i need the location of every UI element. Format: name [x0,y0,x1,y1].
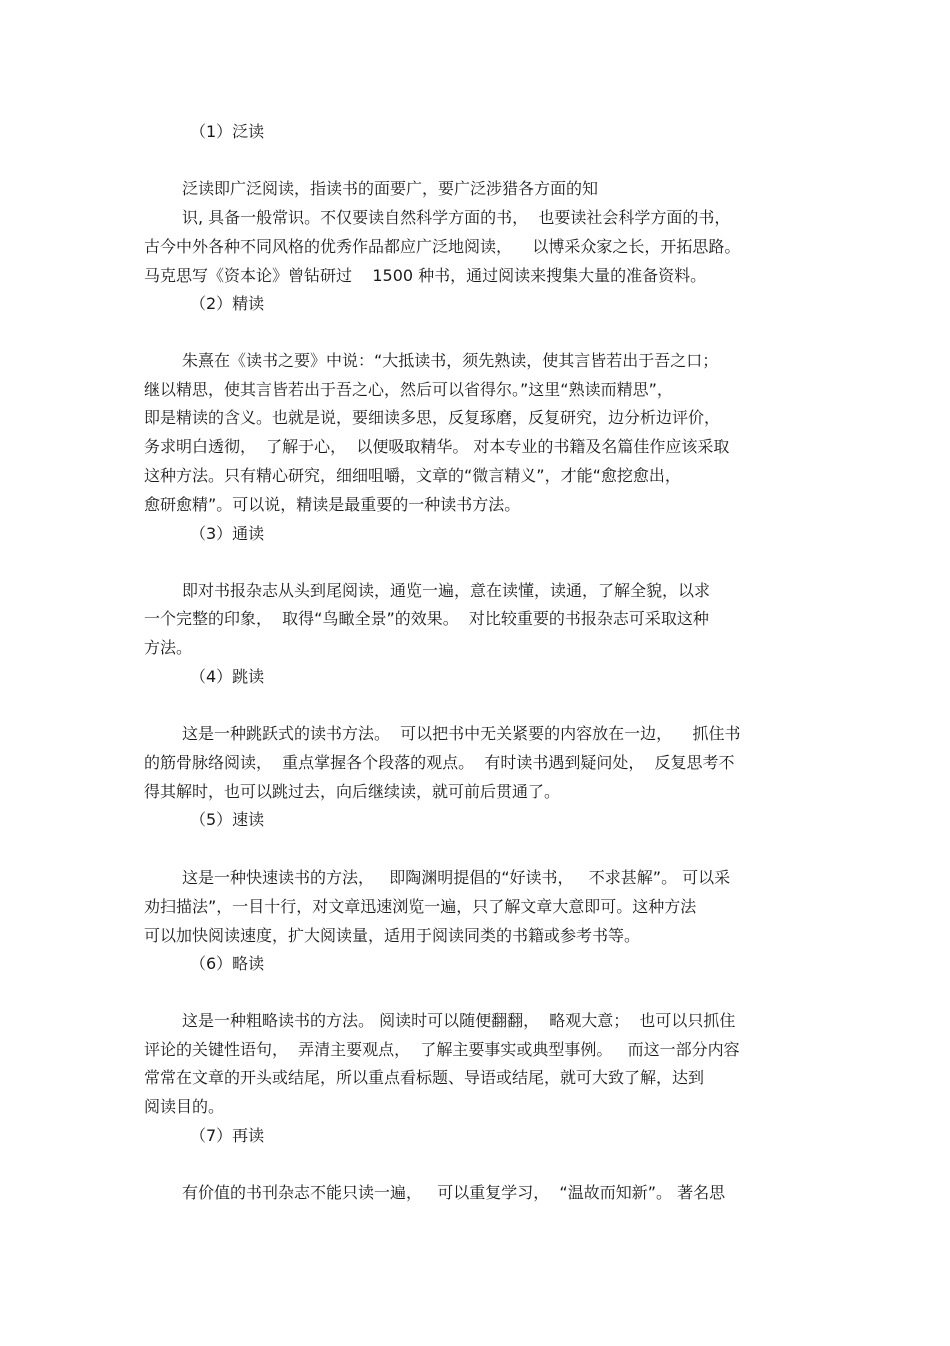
section-heading: （5）速读 [190,810,265,829]
paragraph-line: 劝扫描法”，一目十行，对文章迅速浏览一遍，只了解文章大意即可。这种方法 [144,897,697,916]
section-heading: （2）精读 [190,294,265,313]
paragraph-line: 朱熹在《读书之要》中说：“大抵读书，须先熟读，使其言皆若出于吾之口； [182,351,719,370]
paragraph-line: 阅读目的。 [144,1097,225,1116]
paragraph-line: 方法。 [144,638,193,657]
section-heading: （7）再读 [190,1126,265,1145]
section-heading: （6）略读 [190,954,265,973]
paragraph-line: 马克思写《资本论》曾钻研过 1500 种书，通过阅读来搜集大量的准备资料。 [144,266,707,285]
paragraph-line: 识, 具备一般常识。不仅要读自然科学方面的书， 也要读社会科学方面的书， [182,208,731,227]
paragraph-line: 可以加快阅读速度，扩大阅读量，适用于阅读同类的书籍或参考书等。 [144,926,641,945]
paragraph-line: 即是精读的含义。也就是说，要细读多思，反复琢磨，反复研究，边分析边评价， [144,408,721,427]
paragraph-line: 泛读即广泛阅读，指读书的面要广，要广泛涉猎各方面的知 [182,179,599,198]
paragraph-line: 愈研愈精”。可以说，精读是最重要的一种读书方法。 [144,495,521,514]
paragraph-line: 这种方法。只有精心研究，细细咀嚼，文章的“微言精义”，才能“愈挖愈出， [144,466,681,485]
paragraph-line: 古今中外各种不同风格的优秀作品都应广泛地阅读， 以博采众家之长，开拓思路。 [144,237,741,256]
paragraph-line: 一个完整的印象， 取得“鸟瞰全景”的效果。 对比较重要的书报杂志可采取这种 [144,609,709,628]
paragraph-line: 务求明白透彻， 了解于心， 以便吸取精华。 对本专业的书籍及名篇佳作应该采取 [144,437,730,456]
section-heading: （1）泛读 [190,122,265,141]
paragraph-line: 常常在文章的开头或结尾，所以重点看标题、导语或结尾，就可大致了解，达到 [144,1068,705,1087]
paragraph-line: 这是一种粗略读书的方法。 阅读时可以随便翻翻， 略观大意； 也可以只抓住 [182,1011,736,1030]
section-heading: （4）跳读 [190,667,265,686]
paragraph-line: 的筋骨脉络阅读， 重点掌握各个段落的观点。 有时读书遇到疑问处， 反复思考不 [144,753,735,772]
paragraph-line: 得其解时，也可以跳过去，向后继续读，就可前后贯通了。 [144,782,561,801]
section-heading: （3）通读 [190,524,265,543]
paragraph-line: 即对书报杂志从头到尾阅读，通览一遍，意在读懂，读通，了解全貌，以求 [182,581,711,600]
paragraph-line: 这是一种快速读书的方法， 即陶渊明提倡的“好读书， 不求甚解”。 可以采 [182,868,731,887]
paragraph-line: 继以精思，使其言皆若出于吾之心，然后可以省得尔。”这里“熟读而精思”， [144,380,673,399]
paragraph-line: 评论的关键性语句， 弄清主要观点， 了解主要事实或典型事例。 而这一部分内容 [144,1040,740,1059]
paragraph-line: 这是一种跳跃式的读书方法。 可以把书中无关紧要的内容放在一边， 抓住书 [182,724,741,743]
paragraph-line: 有价值的书刊杂志不能只读一遍， 可以重复学习， “温故而知新”。 著名思 [182,1183,726,1202]
